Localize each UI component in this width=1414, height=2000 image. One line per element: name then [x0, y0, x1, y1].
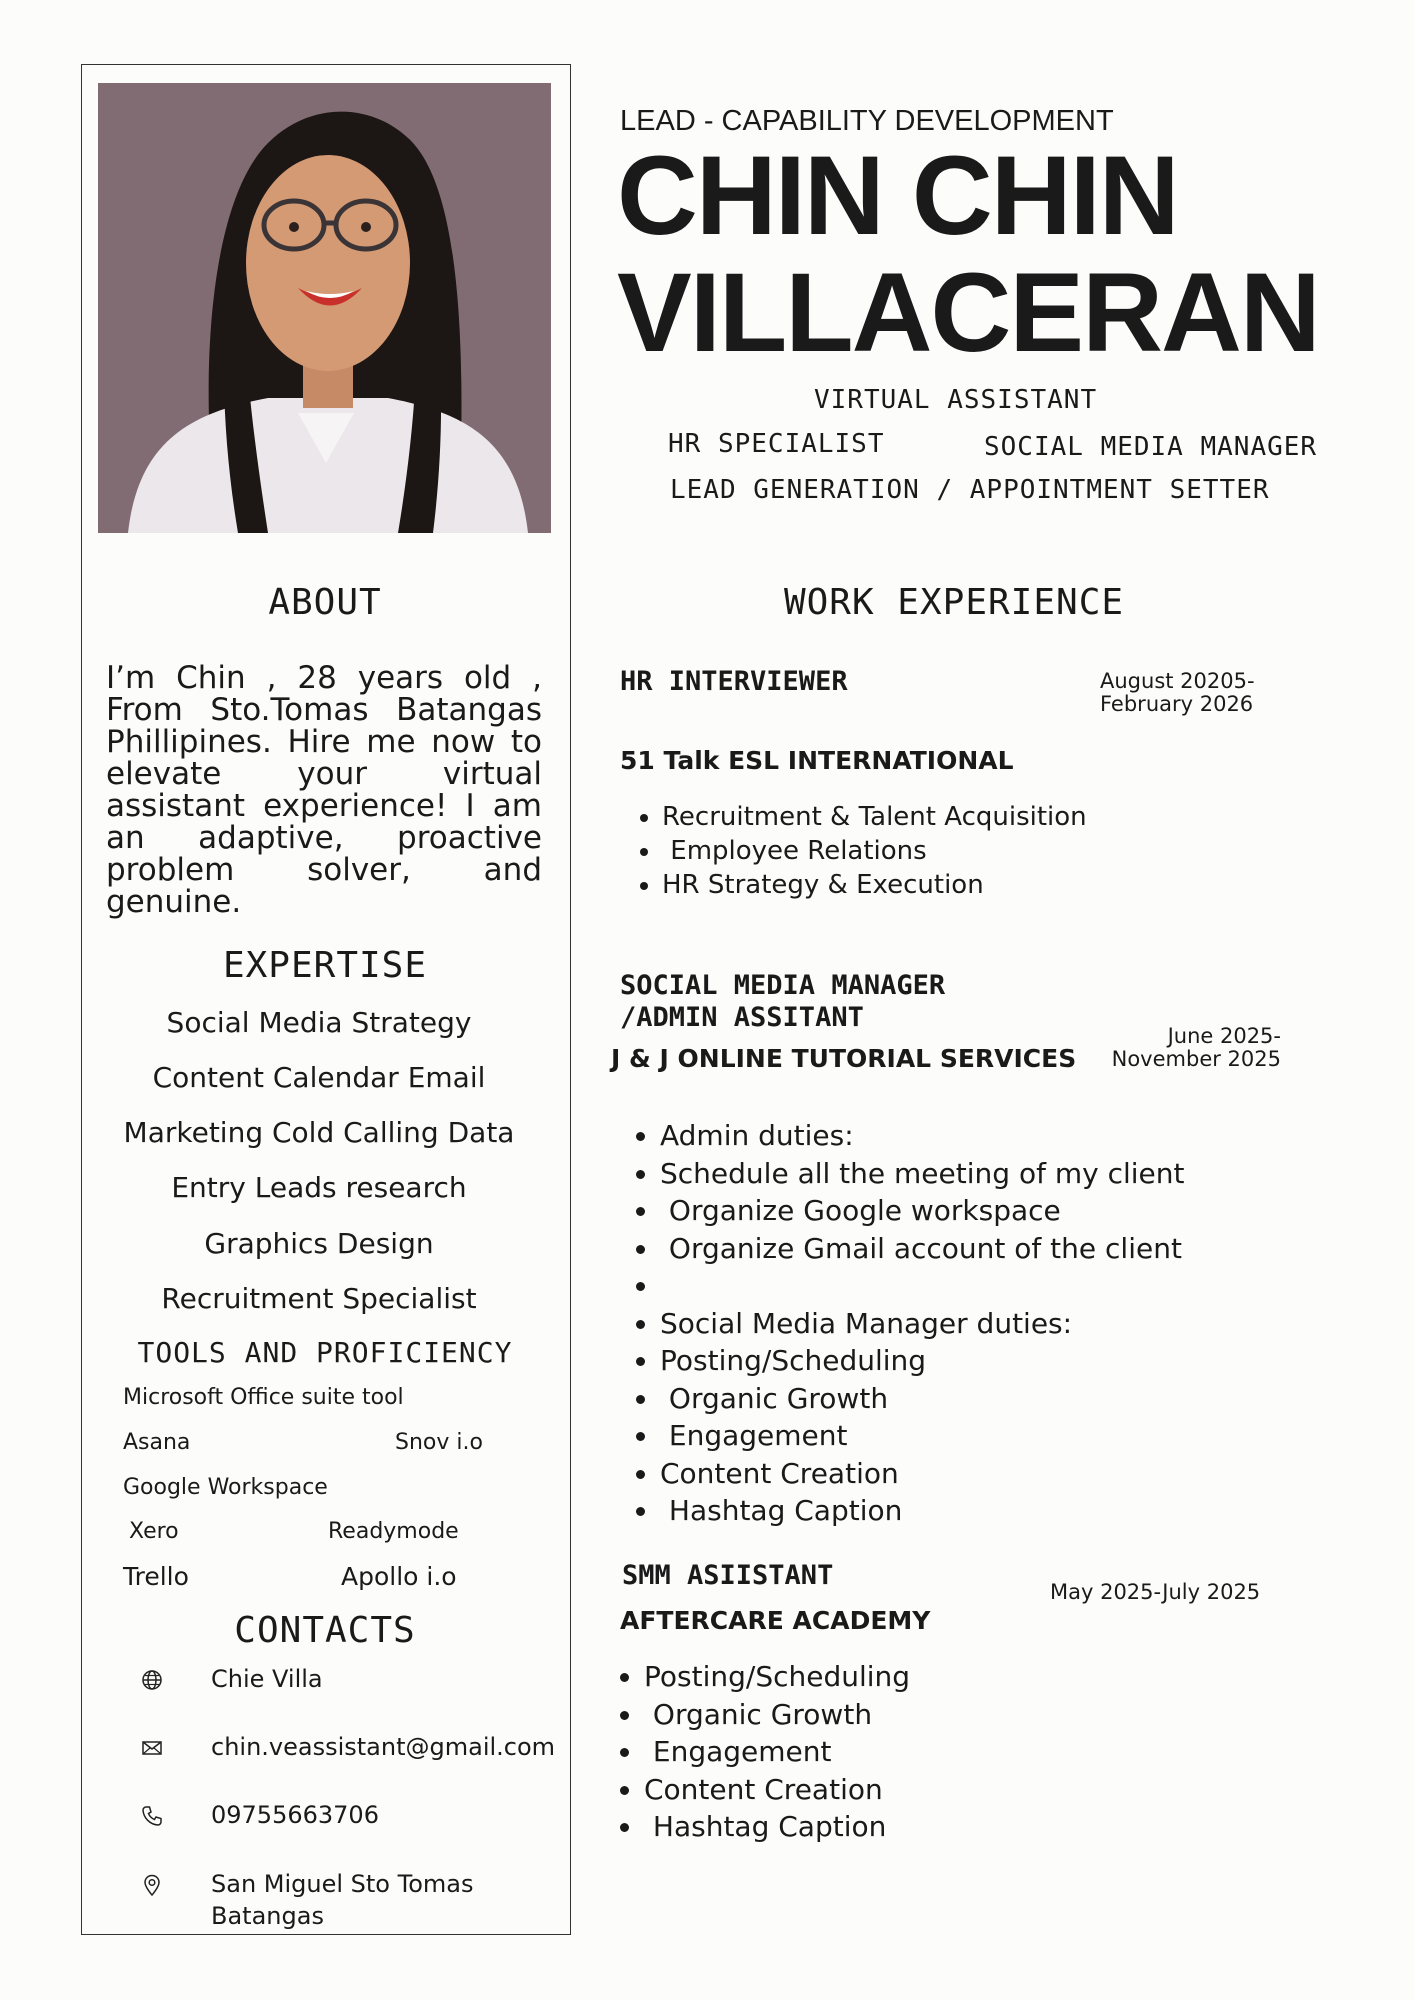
- contact-phone[interactable]: 09755663706: [211, 1801, 379, 1829]
- bullet-item: • Employee Relations: [662, 834, 1087, 868]
- work-experience-title: WORK EXPERIENCE: [783, 582, 1125, 623]
- tools-title: TOOLS AND PROFICIENCY: [137, 1336, 513, 1369]
- bullet-item: • Organize Google workspace: [660, 1192, 1184, 1230]
- bullet-item: • Admin duties:: [660, 1117, 1184, 1155]
- expertise-title: EXPERTISE: [222, 945, 428, 986]
- bullet-item: • Hashtag Caption: [660, 1492, 1184, 1530]
- contact-address: San Miguel Sto Tomas Batangas: [211, 1870, 474, 1930]
- expertise-item: Marketing Cold Calling Data: [123, 1116, 515, 1149]
- contact-website[interactable]: Chie Villa: [211, 1665, 323, 1693]
- company-name: 51 Talk ESL INTERNATIONAL: [620, 746, 1014, 775]
- role-social-media-manager: SOCIAL MEDIA MANAGER: [984, 432, 1318, 462]
- tool-item: Snov i.o: [395, 1430, 483, 1455]
- name-first: CHIN CHIN: [617, 133, 1178, 258]
- bullet-item: • Posting/Scheduling: [660, 1342, 1184, 1380]
- tool-item: Xero: [129, 1519, 179, 1544]
- contact-email[interactable]: chin.veassistant@gmail.com: [211, 1733, 556, 1761]
- bullet-item: • Content Creation: [660, 1455, 1184, 1493]
- bullet-item: • Organize Gmail account of the client: [660, 1230, 1184, 1268]
- bullet-item: • Engagement: [644, 1733, 910, 1771]
- position-title: LEAD - CAPABILITY DEVELOPMENT: [620, 105, 1114, 137]
- job-title: SMM ASIISTANT: [622, 1560, 834, 1591]
- company-name: AFTERCARE ACADEMY: [620, 1606, 931, 1635]
- bullet-item: • Hashtag Caption: [644, 1808, 910, 1846]
- expertise-item: Graphics Design: [204, 1227, 434, 1260]
- role-lead-generation: LEAD GENERATION / APPOINTMENT SETTER: [670, 475, 1270, 505]
- job-date: June 2025- November 2025: [1111, 1024, 1281, 1071]
- location-pin-icon: [140, 1873, 164, 1897]
- globe-icon: [140, 1668, 164, 1692]
- job-date: May 2025-July 2025: [1050, 1580, 1261, 1604]
- tool-item: Readymode: [328, 1519, 459, 1544]
- job-bullets: [622, 800, 1087, 902]
- phone-icon: [140, 1804, 164, 1828]
- bullet-item: • Schedule all the meeting of my client: [660, 1155, 1184, 1193]
- job-bullets: [620, 1117, 1184, 1530]
- about-text: I’m Chin , 28 years old , From Sto.Tomas Batangas Phillipines. Hire me now to elevate your virtual assistant experience! I am an adaptive, proactive problem solver, and genuine.: [106, 660, 542, 920]
- job-date: August 20205- February 2026: [1100, 669, 1255, 716]
- bullet-item: [660, 1267, 1184, 1305]
- contacts-title: CONTACTS: [234, 1610, 416, 1651]
- expertise-item: Content Calendar Email: [152, 1061, 486, 1094]
- name-last: VILLACERAN: [617, 250, 1319, 375]
- tool-item: Google Workspace: [123, 1475, 328, 1500]
- job-bullets: [604, 1658, 910, 1846]
- job-title: HR INTERVIEWER: [620, 666, 848, 697]
- expertise-item: Recruitment Specialist: [161, 1282, 477, 1315]
- about-title: ABOUT: [268, 582, 382, 623]
- job-title: SOCIAL MEDIA MANAGER /ADMIN ASSITANT: [620, 970, 946, 1033]
- expertise-item: Entry Leads research: [171, 1171, 467, 1204]
- bullet-item: • Posting/Scheduling: [644, 1658, 910, 1696]
- tool-item: Microsoft Office suite tool: [123, 1385, 404, 1410]
- bullet-item: • Engagement: [660, 1417, 1184, 1455]
- bullet-item: • Recruitment & Talent Acquisition: [662, 800, 1087, 834]
- bullet-item: • HR Strategy & Execution: [662, 868, 1087, 902]
- role-virtual-assistant: VIRTUAL ASSISTANT: [814, 385, 1098, 415]
- company-name: J & J ONLINE TUTORIAL SERVICES: [611, 1044, 1077, 1073]
- bullet-item: • Content Creation: [644, 1771, 910, 1809]
- tool-item: Asana: [123, 1430, 191, 1455]
- profile-photo: [98, 83, 551, 533]
- mail-icon: [140, 1736, 164, 1760]
- role-hr-specialist: HR SPECIALIST: [668, 429, 885, 459]
- tool-item: Apollo i.o: [341, 1562, 457, 1591]
- bullet-item: • Organic Growth: [644, 1696, 910, 1734]
- expertise-item: Social Media Strategy: [166, 1006, 472, 1039]
- bullet-item: • Organic Growth: [660, 1380, 1184, 1418]
- bullet-item: • Social Media Manager duties:: [660, 1305, 1184, 1343]
- tool-item: Trello: [123, 1562, 189, 1591]
